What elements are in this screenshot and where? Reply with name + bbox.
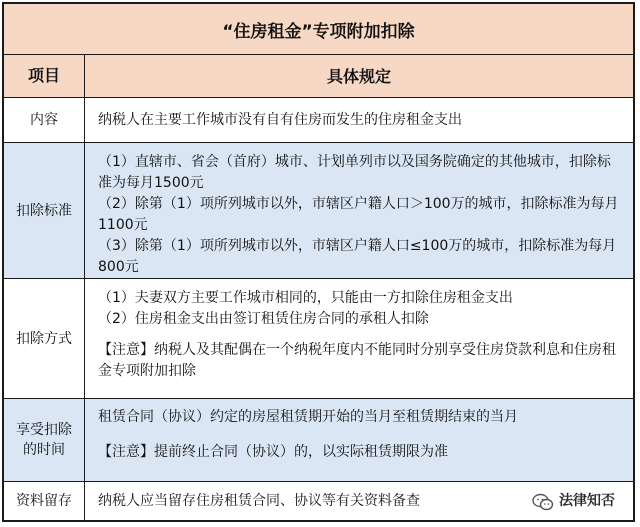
header-item: 项目 [4,55,85,97]
table-header-row [4,55,633,98]
header-rule: 具体规定 [326,66,391,86]
standard-line-1: （1）直辖市、省会（首府）城市、计划单列市以及国务院确定的其他城市，扣除标准为每月1500元 [98,154,611,191]
time-text: 租赁合同（协议）约定的房屋租赁期开始的当月至租赁期结束的当月 [98,409,518,425]
time-note: 【注意】提前终止合同（协议）的，以实际租赁期限为准 [98,444,448,460]
row-standard-label: 扣除标准 [4,143,85,278]
method-line-2: （2）住房租金支出由签订租赁住房合同的承租人扣除 [98,311,429,327]
table-title: “住房租金”专项附加扣除 [222,21,415,42]
retain-text: 纳税人应当留存住房租赁合同、协议等有关资料备查 [98,492,420,509]
row-method [4,279,633,399]
row-time-label [4,399,85,481]
row-content-label: 内容 [4,98,85,142]
row-retain [4,482,633,520]
row-content-text [85,98,633,142]
row-content [4,98,633,143]
row-time-text [85,399,633,481]
standard-line-2: （2）除第（1）项所列城市以外，市辖区户籍人口＞100万的城市，扣除标准为每月1100元 [98,196,619,233]
row-retain-text [85,482,633,520]
method-line-1: （1）夫妻双方主要工作城市相同的，只能由一方扣除住房租金支出 [98,290,513,306]
watermark [532,491,615,512]
row-retain-label: 资料留存 [4,482,85,520]
time-label-line-2: 的时间 [23,442,65,458]
standard-line-3: （3）除第（1）项所列城市以外，市辖区户籍人口≤100万的城市，扣除标准为每月800元 [98,238,617,275]
row-method-label: 扣除方式 [4,279,85,398]
wechat-icon [532,493,554,511]
row-time [4,399,633,482]
watermark-text: 法律知否 [559,493,615,509]
rent-deduction-table [2,2,635,522]
time-label-line-1: 享受扣除 [16,422,72,438]
row-standard [4,143,633,279]
row-standard-text [85,143,633,278]
row-method-text [85,279,633,398]
method-note: 【注意】纳税人及其配偶在一个纳税年度内不能同时分别享受住房贷款利息和住房租金专项附加扣除 [98,342,616,379]
content-text: 纳税人在主要工作城市没有自有住房而发生的住房租金支出 [98,111,462,128]
table-title-row [4,4,633,55]
